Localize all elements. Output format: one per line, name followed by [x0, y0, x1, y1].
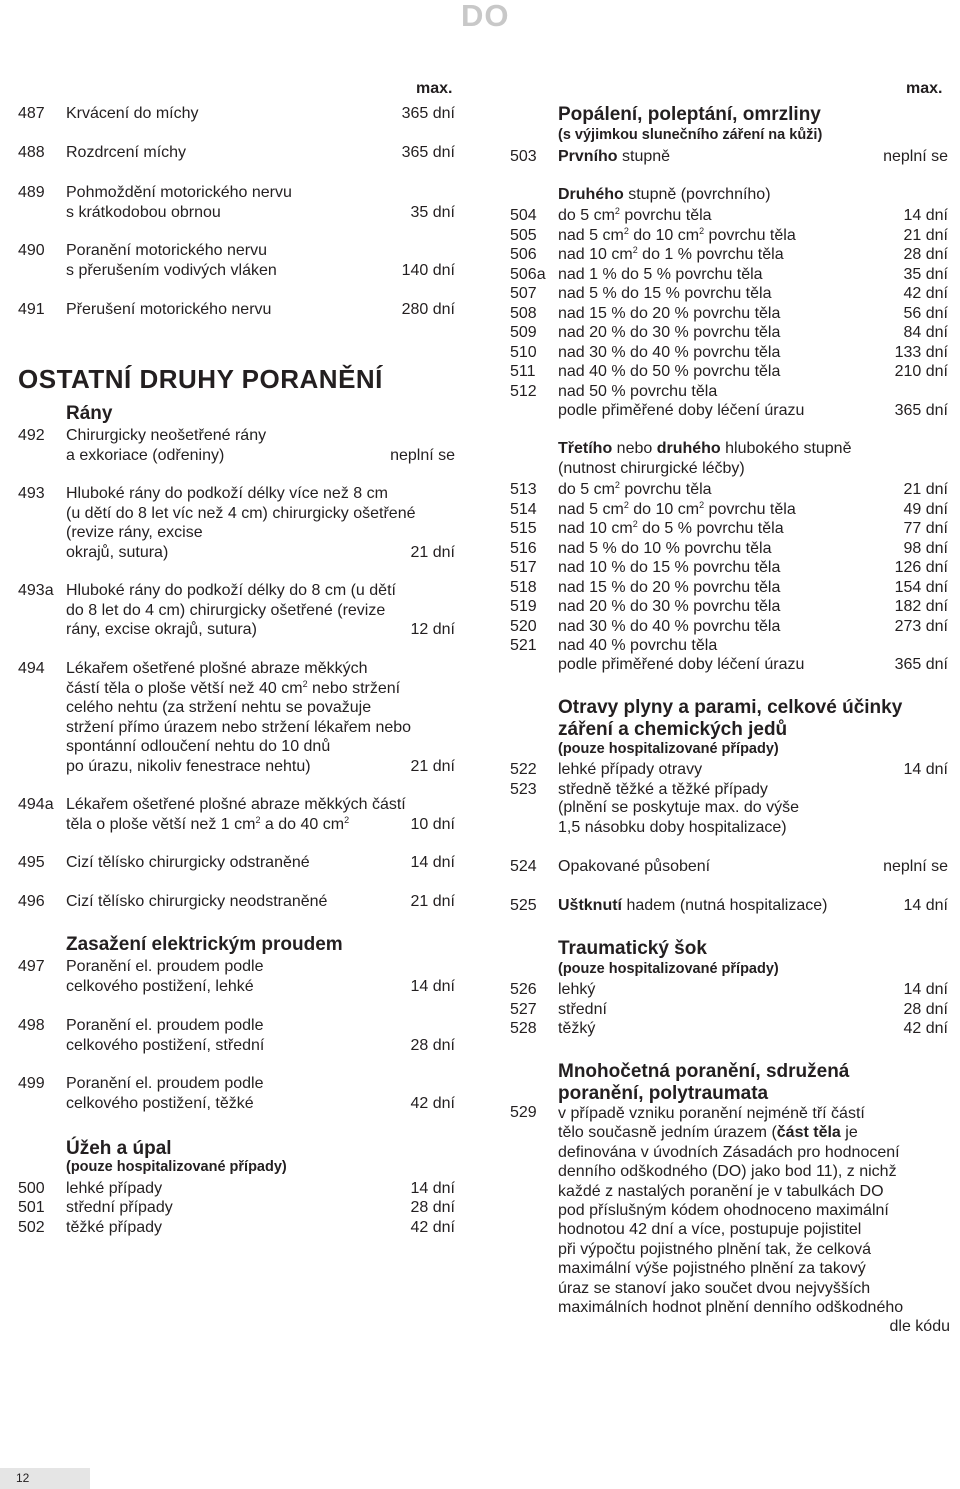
item-value: 28 dní [410, 1199, 455, 1216]
max-label-left: max. [416, 80, 453, 97]
item-value: 42 dní [903, 1020, 948, 1037]
section-title-poison-1: Otravy plyny a parami, celkové účinky [558, 697, 903, 718]
section-title-burns: Popálení, poleptání, omrzliny [558, 104, 821, 125]
item-desc: nad 40 % povrchu těla [558, 637, 718, 654]
item-number: 499 [18, 1075, 45, 1092]
item-value: neplní se [883, 858, 948, 875]
item-number: 529 [510, 1104, 537, 1121]
page-footer [0, 1468, 90, 1489]
item-value: 21 dní [903, 481, 948, 498]
item-value: 365 dní [894, 402, 948, 419]
item-value: 280 dní [401, 301, 455, 318]
item-value: 273 dní [894, 617, 948, 635]
item-number: 521 [510, 637, 537, 654]
paragraph-line: úraz se stanoví jako součet dvou nejvyšších [558, 1279, 871, 1297]
poison-note-line: 1,5 násobku doby hospitalizace) [558, 819, 787, 836]
item-desc: Opakované působení [558, 858, 711, 875]
item-value: 14 dní [903, 981, 948, 998]
item-desc-line: celkového postižení, střední [66, 1036, 265, 1054]
section-title-other-injuries: OSTATNÍ DRUHY PORANĚNÍ [18, 364, 383, 394]
item-value: 365 dní [894, 656, 948, 673]
item-desc: nad 10 $cm^2$ do 1 % povrchu těla [558, 245, 784, 263]
item-number: 502 [18, 1219, 45, 1236]
item-desc-bold: Uštknutí [558, 897, 622, 914]
degree-rest: stupně [617, 148, 671, 165]
paragraph-line: denního odškodného (DO) jako bod 11), z nichž [558, 1163, 897, 1181]
item-desc: nad 20 % do 30 % povrchu těla [558, 598, 781, 615]
item-desc-line: Poranění el. proudem podle [66, 1017, 264, 1034]
section-subtitle-heat: (pouze hospitalizované případy) [66, 1159, 287, 1175]
item-desc-line: lehké případy [66, 1180, 163, 1197]
section-title-electric: Zasažení elektrickým proudem [66, 934, 343, 955]
item-number: 526 [510, 981, 537, 998]
item-desc: nad 30 % do 40 % povrchu těla [558, 617, 781, 635]
item-number: 508 [510, 304, 537, 322]
item-value: 77 dní [903, 520, 948, 537]
item-desc: nad 1 % do 5 % povrchu těla [558, 265, 763, 283]
item-number: 494 [18, 660, 45, 677]
item-desc-line: Poranění motorického nervu [66, 242, 267, 259]
item-number: 515 [510, 520, 537, 537]
item-desc: lehký [558, 981, 596, 998]
item-desc: střední [558, 1000, 607, 1018]
item-desc-line: Pohmoždění motorického nervu [66, 184, 292, 201]
item-desc: do 5 $cm^2$ povrchu těla [558, 206, 712, 224]
item-desc-line: střední případy [66, 1199, 173, 1216]
item-value: 35 dní [410, 203, 455, 221]
item-desc-line: po úrazu, nikoliv fenestrace nehtu) [66, 757, 311, 775]
paragraph-line: maximálních hodnot plnění denního odškodného [558, 1299, 904, 1317]
section-title-multi-2: poranění, polytraumata [558, 1083, 769, 1104]
item-value: neplní se [390, 446, 455, 464]
item-value: 12 dní [410, 621, 455, 638]
item-desc-line: spontánní odloučení nehtu do 10 dnů [66, 738, 331, 755]
paragraph-line: dle kódu [889, 1318, 950, 1336]
item-desc-line: těžké případy [66, 1219, 163, 1236]
item-number: 494a [18, 796, 54, 813]
item-value: 42 dní [903, 285, 948, 302]
item-number: 507 [510, 285, 537, 302]
item-value: 210 dní [894, 363, 948, 380]
item-desc: středně těžké a těžké případy [558, 780, 768, 798]
item-desc-line: Rozdrcení míchy [66, 144, 187, 161]
section-code: DO [461, 0, 510, 33]
item-desc: nad 5 % do 15 % povrchu těla [558, 285, 772, 302]
item-desc-line: Cizí tělísko chirurgicky neodstraněné [66, 893, 328, 910]
item-desc-line: stržení přímo úrazem nebo stržení lékařem nebo [66, 718, 412, 736]
item-number: 510 [510, 343, 537, 361]
item-desc: do 5 $cm^2$ povrchu těla [558, 480, 712, 498]
item-desc-line: celkového postižení, lehké [66, 977, 254, 995]
item-number: 506 [510, 246, 537, 263]
item-desc: nad 5 % do 10 % povrchu těla [558, 539, 772, 557]
item-desc-line: Lékařem ošetřené plošné abraze měkkých částí [66, 796, 406, 813]
section-title-multi-1: Mnohočetná poranění, sdružená [558, 1061, 850, 1082]
paragraph-line: definována v úvodních Zásadách pro hodnocení [558, 1143, 900, 1161]
item-number: 518 [510, 578, 537, 596]
item-desc: hadem (nutná hospitalizace) [622, 897, 828, 914]
item-desc-line: Krvácení do míchy [66, 105, 199, 122]
item-value: 49 dní [903, 500, 948, 518]
item-number: 489 [18, 184, 45, 201]
item-desc: nad 20 % do 30 % povrchu těla [558, 324, 781, 341]
item-value: 21 dní [903, 226, 948, 244]
item-value: 35 dní [903, 265, 948, 283]
item-number: 491 [18, 301, 45, 318]
item-number: 501 [18, 1199, 45, 1216]
item-desc-line: s přerušením vodivých vláken [66, 261, 277, 279]
item-number: 493a [18, 582, 54, 599]
item-desc-line: celého nehtu (za stržení nehtu se považuje [66, 699, 372, 716]
item-value: 84 dní [903, 324, 948, 341]
item-desc-line: do 8 let do 4 cm) chirurgicky ošetřené (revize [66, 601, 386, 619]
item-desc-line: Lékařem ošetřené plošné abraze měkkých [66, 660, 368, 677]
item-value: 14 dní [903, 207, 948, 224]
list-item [510, 655, 948, 675]
item-desc-line: těla o ploše větší než 1 $cm^2$ a do 40 $cm^2$ [66, 814, 350, 833]
item-value: 133 dní [894, 343, 948, 361]
poison-note-line: (plnění se poskytuje max. do výše [558, 799, 800, 816]
item-number: 512 [510, 382, 537, 400]
item-number: 524 [510, 858, 537, 875]
item-desc: těžký [558, 1020, 596, 1037]
item-value: 14 dní [410, 977, 455, 995]
item-number: 517 [510, 559, 537, 576]
paragraph-line: při výpočtu pojistného plnění tak, že celková [558, 1240, 872, 1258]
item-desc-line: celkového postižení, těžké [66, 1094, 254, 1112]
item-desc-line: okrajů, sutura) [66, 543, 169, 561]
item-number: 498 [18, 1017, 45, 1034]
item-number: 497 [18, 958, 45, 975]
item-desc: nad 40 % do 50 % povrchu těla [558, 363, 781, 380]
paragraph-line: tělo současně jedním úrazem (část těla je [558, 1124, 858, 1142]
paragraph-line: každé z nastalých poranění je v tabulkách DO [558, 1182, 884, 1200]
item-number: 487 [18, 105, 45, 122]
item-number: 495 [18, 854, 45, 871]
paragraph-line: pod příslušným kódem ohodnoceno maximální [558, 1202, 889, 1220]
paragraph-line: maximální výše pojistného plnění za takový [558, 1260, 866, 1278]
third-degree-heading: Třetího nebo druhého hlubokého stupně [558, 440, 852, 457]
section-subtitle-burns: (s výjimkou slunečního záření na kůži) [558, 127, 823, 143]
item-529-paragraph [558, 1104, 950, 1337]
item-desc-line: a exkoriace (odřeniny) [66, 446, 225, 464]
item-value: 10 dní [410, 815, 455, 833]
paragraph-line: hodnotou 42 dní a více, postupuje pojistitel [558, 1221, 862, 1239]
item-desc: nad 50 % povrchu těla [558, 382, 718, 400]
item-value: 14 dní [903, 761, 948, 778]
second-degree-heading: Druhého stupně (povrchního) [558, 186, 771, 203]
page-header [0, 0, 960, 36]
item-number: 492 [18, 427, 45, 444]
item-desc-line: (revize rány, excise [66, 524, 203, 541]
section-title-shock: Traumatický šok [558, 938, 707, 959]
item-desc: nad 10 % do 15 % povrchu těla [558, 559, 781, 576]
item-value: neplní se [883, 148, 948, 165]
third-degree-note: (nutnost chirurgické léčby) [558, 460, 745, 477]
item-number: 511 [510, 363, 536, 380]
item-value: 28 dní [903, 1000, 948, 1018]
item-number: 513 [510, 481, 537, 498]
item-value: 14 dní [410, 1180, 455, 1197]
item-desc: nad 5 $cm^2$ do 10 $cm^2$ povrchu těla [558, 499, 796, 518]
item-value: 140 dní [401, 261, 455, 279]
list-item [510, 147, 948, 167]
section-subtitle-poison: (pouze hospitalizované případy) [558, 741, 779, 757]
list-item [510, 857, 948, 877]
list-item [510, 896, 948, 916]
item-value: 365 dní [401, 105, 455, 122]
item-desc: nad 30 % do 40 % povrchu těla [558, 343, 781, 361]
item-desc: nad 5 $cm^2$ do 10 $cm^2$ povrchu těla [558, 225, 796, 244]
item-desc-line: Cizí tělísko chirurgicky odstraněné [66, 854, 310, 871]
item-desc: nad 15 % do 20 % povrchu těla [558, 304, 781, 322]
item-desc: lehké případy otravy [558, 761, 703, 778]
item-desc-line: Přerušení motorického nervu [66, 301, 272, 318]
item-value: 182 dní [894, 598, 948, 615]
item-number: 500 [18, 1180, 45, 1197]
item-number: 503 [510, 148, 537, 165]
item-number: 504 [510, 207, 537, 224]
item-desc: nad 10 $cm^2$ do 5 % povrchu těla [558, 519, 784, 537]
item-number: 496 [18, 893, 45, 910]
item-desc-line: Hluboké rány do podkoží délky do 8 cm (u dětí [66, 582, 396, 599]
item-number: 520 [510, 617, 537, 635]
item-number: 516 [510, 539, 537, 557]
item-desc-line: s krátkodobou obrnou [66, 203, 221, 221]
item-number: 493 [18, 485, 45, 502]
item-number: 528 [510, 1020, 537, 1037]
item-value: 21 dní [410, 893, 455, 910]
section-title-heat: Úžeh a úpal [66, 1138, 172, 1159]
item-value: 28 dní [903, 246, 948, 263]
degree-bold: Prvního [558, 148, 618, 165]
item-value: 126 dní [894, 559, 948, 576]
item-desc-line: (u dětí do 8 let víc než 4 cm) chirurgicky ošetřené [66, 504, 416, 522]
item-desc-line: rány, excise okrajů, sutura) [66, 621, 257, 638]
item-number: 525 [510, 897, 537, 914]
paragraph-line: v případě vzniku poranění nejméně tří částí [558, 1105, 865, 1122]
item-desc-line: Poranění el. proudem podle [66, 958, 264, 975]
page-number: 12 [16, 1471, 30, 1485]
item-desc: podle přiměřené doby léčení úrazu [558, 402, 805, 419]
item-desc: podle přiměřené doby léčení úrazu [558, 656, 805, 673]
item-number: 490 [18, 242, 45, 259]
item-value: 14 dní [410, 854, 455, 871]
item-number: 509 [510, 324, 537, 341]
item-number: 523 [510, 780, 537, 798]
item-value: 98 dní [903, 539, 948, 557]
item-value: 21 dní [410, 543, 455, 561]
section-title-poison-2: záření a chemických jedů [558, 719, 788, 740]
item-value: 154 dní [894, 578, 948, 596]
item-desc-line: Hluboké rány do podkoží délky více než 8 cm [66, 485, 388, 502]
item-value: 14 dní [903, 897, 948, 914]
item-number: 488 [18, 144, 45, 161]
item-value: 42 dní [410, 1219, 455, 1236]
item-value: 21 dní [410, 757, 455, 775]
item-number: 506a [510, 265, 546, 283]
item-number: 522 [510, 761, 537, 778]
item-value: 28 dní [410, 1036, 455, 1054]
item-desc-line: Poranění el. proudem podle [66, 1075, 264, 1092]
item-number: 514 [510, 500, 537, 518]
list-item [510, 401, 948, 421]
item-number: 519 [510, 598, 537, 615]
item-desc-line: Chirurgicky neošetřené rány [66, 427, 267, 444]
item-number: 505 [510, 226, 537, 244]
section-title-wounds: Rány [66, 403, 113, 424]
section-subtitle-shock: (pouze hospitalizované případy) [558, 961, 779, 977]
item-value: 365 dní [401, 144, 455, 161]
item-value: 42 dní [410, 1094, 455, 1112]
item-value: 56 dní [903, 304, 948, 322]
item-desc-line: částí těla o ploše větší než 40 $cm^2$ nebo stržení [66, 678, 401, 697]
item-desc: nad 15 % do 20 % povrchu těla [558, 578, 781, 596]
item-number: 527 [510, 1000, 537, 1018]
max-label-right: max. [906, 80, 943, 97]
